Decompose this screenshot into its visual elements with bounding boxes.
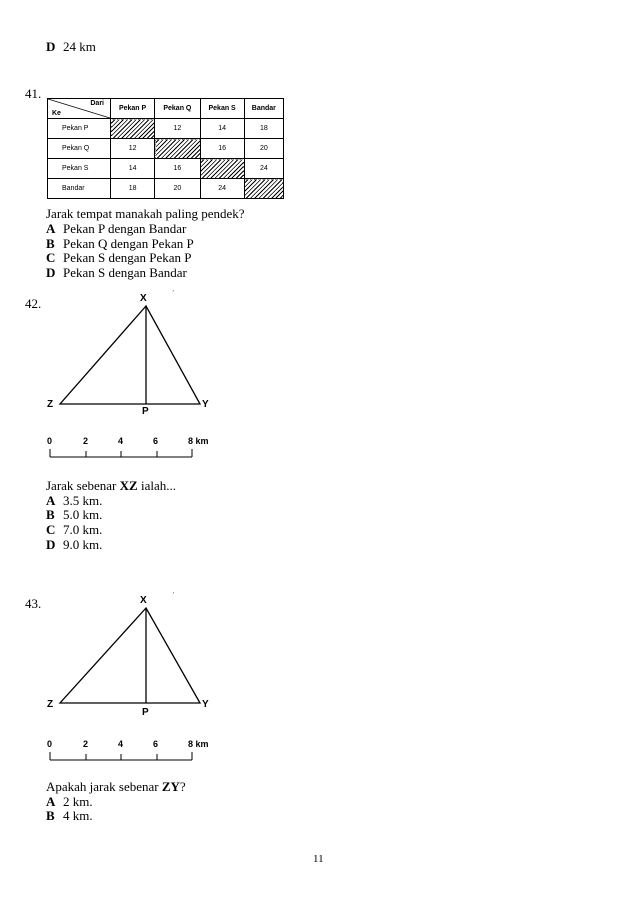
option-letter: C [46,522,56,537]
hatched-cell [244,179,283,199]
table-cell: 20 [244,139,283,159]
question-number-41: 41. [25,86,42,101]
col-header: Pekan Q [155,99,200,119]
option-text: 3.5 km. [63,493,103,508]
option-letter: A [46,493,56,508]
question-text: ? [179,779,186,794]
scale-tick-label: 2 [83,436,89,446]
scale-bar [47,436,209,457]
option-letter: B [46,236,55,251]
option-text: Pekan S dengan Bandar [63,265,187,280]
col-header: Pekan P [111,99,155,119]
table-cell: 14 [200,119,244,139]
option-a[interactable] [46,221,186,236]
table-cell: 16 [200,139,244,159]
hatched-cell [155,139,200,159]
distance-table [47,98,284,199]
corner-ke: Ke [52,110,61,117]
option-d-prev [46,39,96,54]
table-corner [48,99,111,119]
scale-tick-label: 2 [83,739,89,749]
option-d[interactable] [46,537,102,552]
row-label: Pekan P [48,119,111,139]
option-text: 9.0 km. [63,537,103,552]
option-text: Pekan P dengan Bandar [63,221,187,236]
option-text: 7.0 km. [63,522,103,537]
option-letter: C [46,250,56,265]
option-letter: D [46,265,56,280]
option-text: 2 km. [63,794,93,809]
row-label: Bandar [48,179,111,199]
hatched-cell [111,119,155,139]
table-row [48,139,284,159]
question-text: Jarak sebenar [46,478,120,493]
vertex-x-label: X [140,595,147,606]
option-letter: A [46,794,56,809]
scale-tick-label: 8 km [188,436,209,446]
table-cell: 16 [155,159,200,179]
triangle-xyz [60,608,200,703]
option-text: 24 km [63,39,96,54]
table-row [48,119,284,139]
vertex-y-label: Y [202,699,209,710]
vertex-y-label: Y [202,399,209,410]
table-cell: 20 [155,179,200,199]
question-text-43 [46,779,186,794]
col-header: Pekan S [200,99,244,119]
scale-tick-label: 6 [153,436,159,446]
question-text: Apakah jarak sebenar [46,779,162,794]
table-cell: 12 [155,119,200,139]
option-letter: D [46,537,56,552]
question-text-42 [46,478,176,493]
option-d[interactable] [46,265,187,280]
option-a[interactable] [46,493,102,508]
question-number-42: 42. [25,296,42,311]
scale-tick-label: 0 [47,739,53,749]
scale-tick-label: 4 [118,436,124,446]
table-cell: 18 [111,179,155,199]
option-c[interactable] [46,522,102,537]
option-b[interactable] [46,808,93,823]
stray-mark: ˊ [172,291,175,298]
option-text: 5.0 km. [63,507,103,522]
vertex-z-label: Z [47,699,54,710]
option-a[interactable] [46,794,93,809]
table-cell: 24 [244,159,283,179]
option-letter: A [46,221,56,236]
vertex-z-label: Z [47,399,54,410]
option-letter: D [46,39,56,54]
table-cell: 18 [244,119,283,139]
option-c[interactable] [46,250,192,265]
triangle-diagram-42 [40,286,230,461]
table-cell: 12 [111,139,155,159]
triangle-xyz [60,306,200,404]
scale-bar [47,739,209,760]
table-cell: 24 [200,179,244,199]
vertex-x-label: X [140,293,147,304]
hatched-cell [200,159,244,179]
scale-tick-label: 6 [153,739,159,749]
question-number-43: 43. [25,596,42,611]
scale-tick-label: 4 [118,739,124,749]
table-row [48,159,284,179]
row-label: Pekan S [48,159,111,179]
scale-tick-label: 0 [47,436,53,446]
triangle-diagram-43 [40,588,230,763]
option-letter: B [46,808,55,823]
question-text: ialah... [137,478,176,493]
table-cell: 14 [111,159,155,179]
option-text: Pekan S dengan Pekan P [63,250,192,265]
stray-mark: ˊ [172,593,175,600]
scale-tick-label: 8 km [188,739,209,749]
corner-dari: Dari [90,100,104,107]
col-header: Bandar [244,99,283,119]
question-text-41: Jarak tempat manakah paling pendek? [46,206,245,221]
option-letter: B [46,507,55,522]
page-number: 11 [313,853,324,865]
option-text: Pekan Q dengan Pekan P [63,236,194,251]
option-b[interactable] [46,507,102,522]
question-bold: XZ [119,478,138,493]
option-text: 4 km. [63,808,93,823]
point-p-label: P [142,406,149,417]
point-p-label: P [142,707,149,718]
option-b[interactable] [46,236,194,251]
table-row [48,179,284,199]
question-bold: ZY [161,779,180,794]
row-label: Pekan Q [48,139,111,159]
